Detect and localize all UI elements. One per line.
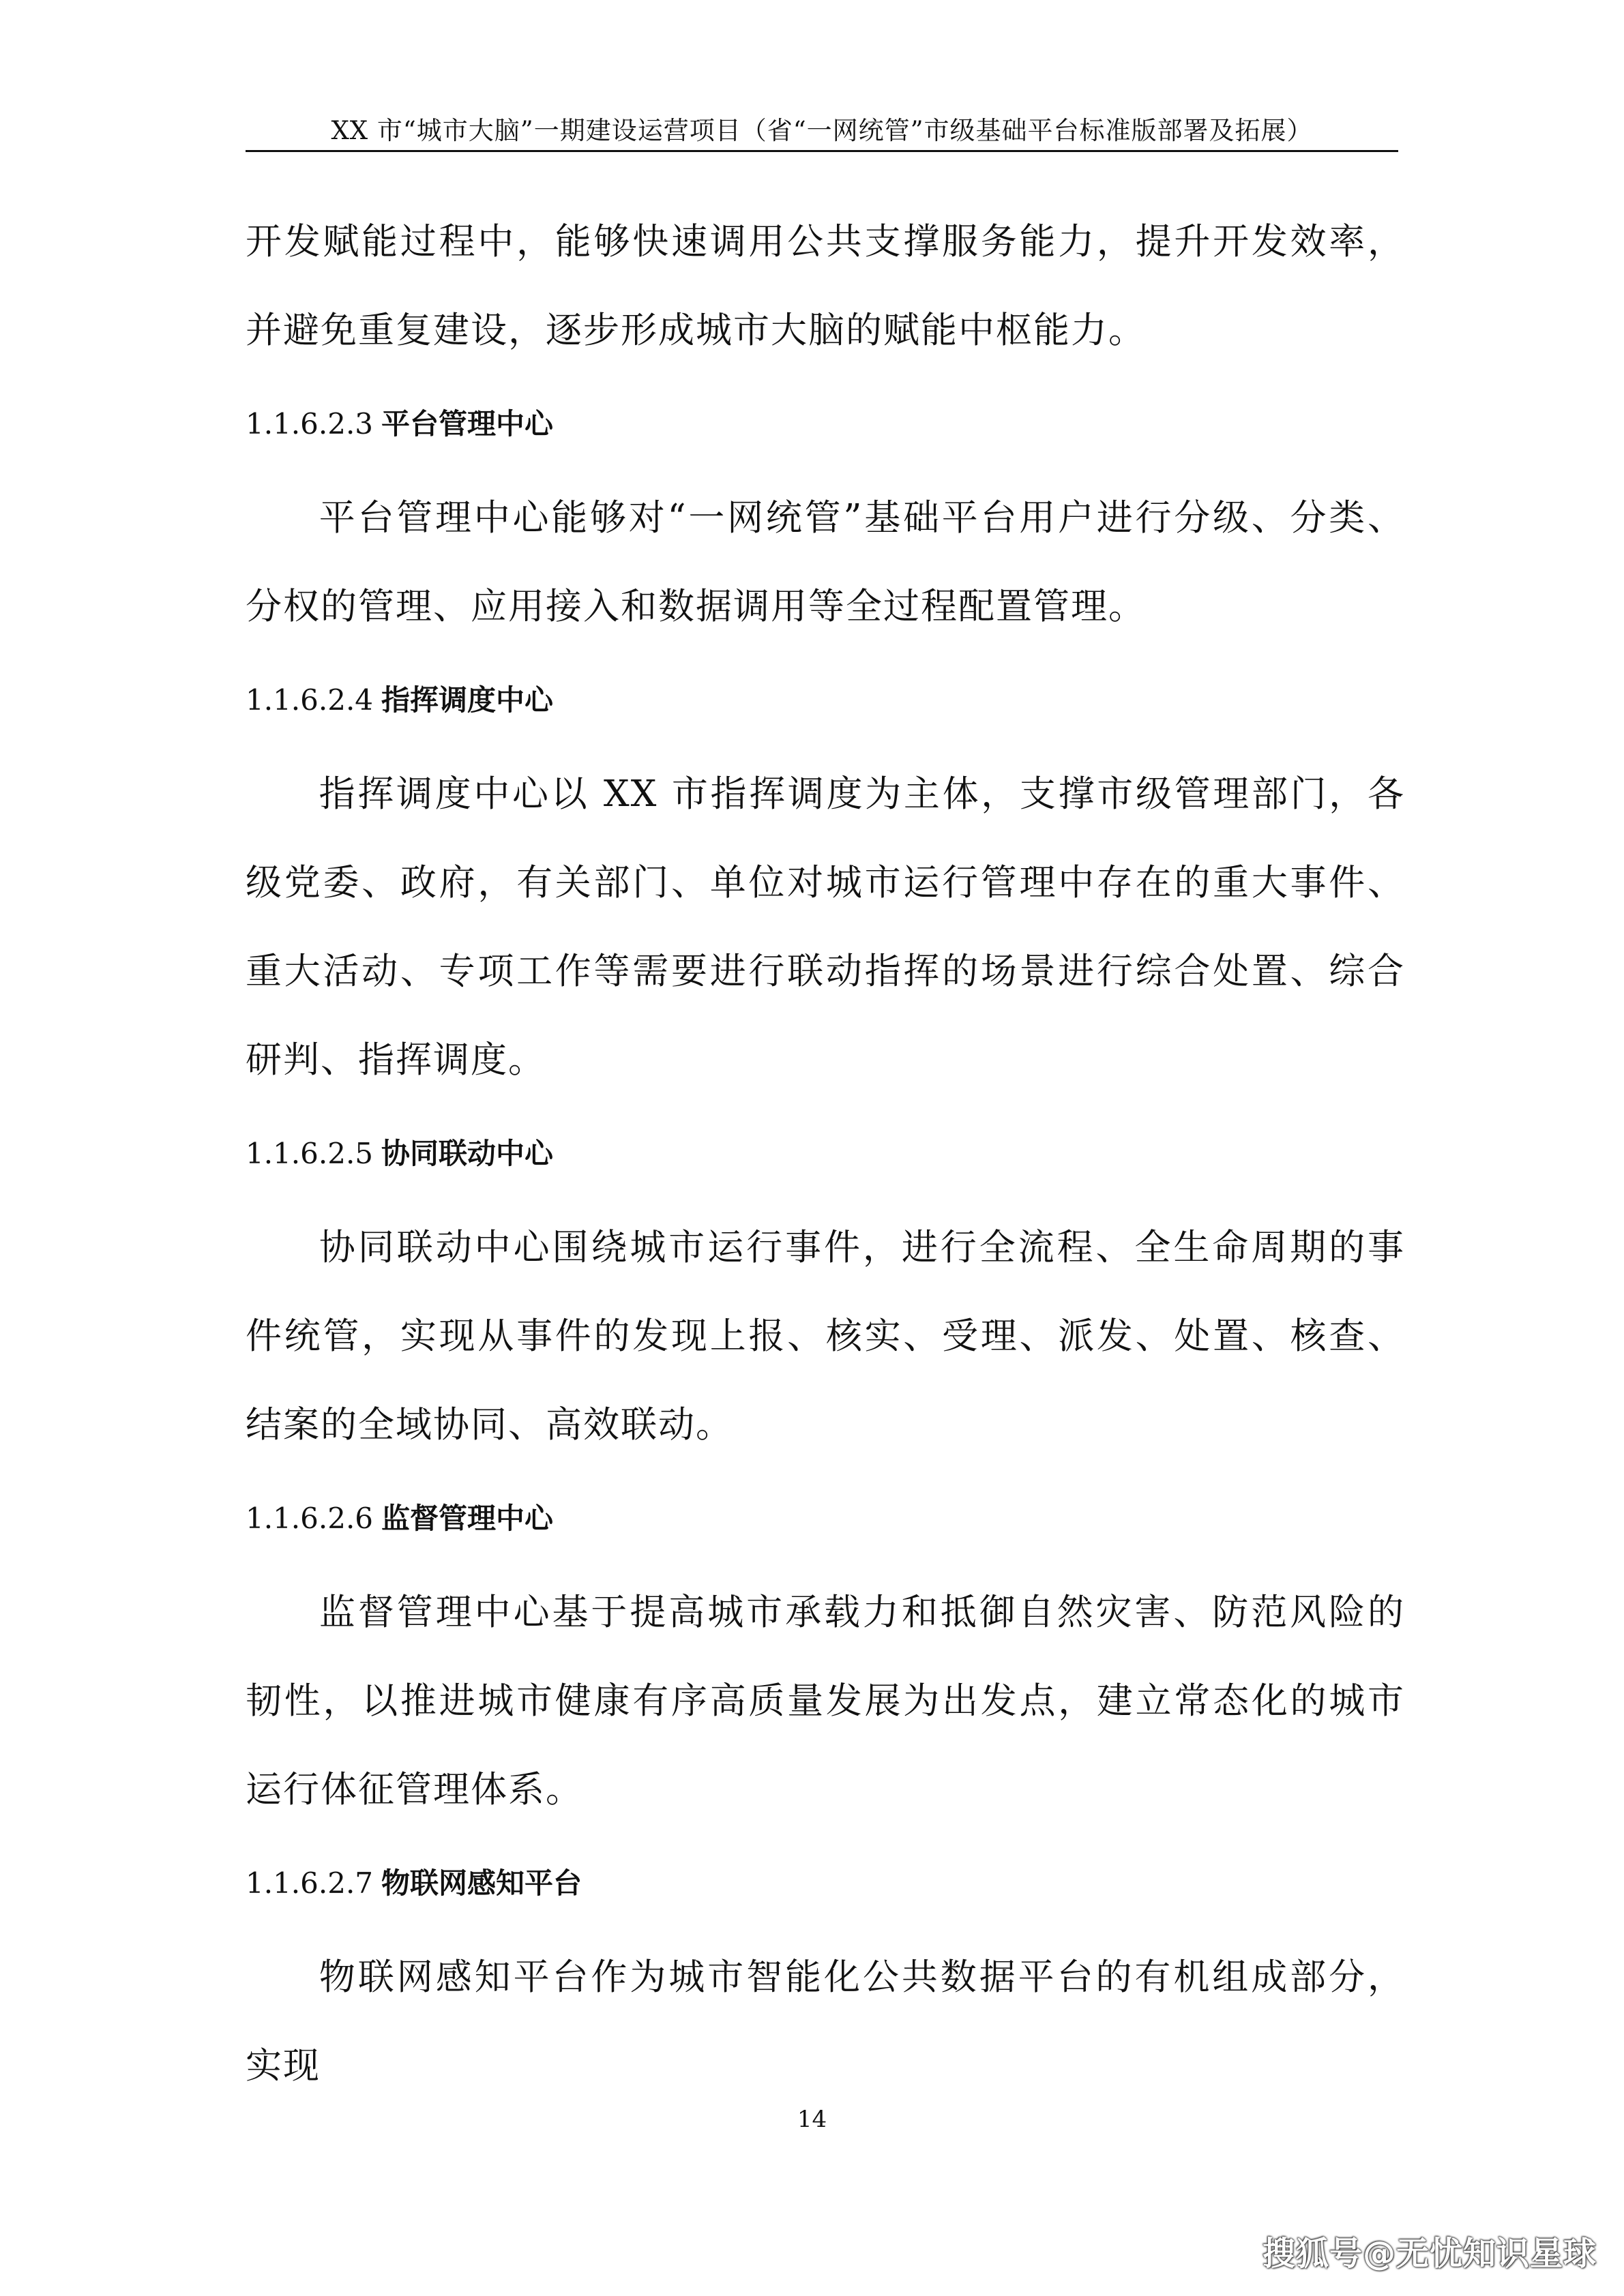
section-title: 平台管理中心 <box>381 407 554 441</box>
section-title: 物联网感知平台 <box>381 1866 582 1900</box>
page-number: 14 <box>797 2106 827 2133</box>
section-number: 1.1.6.2.7 <box>246 1866 374 1900</box>
section-heading <box>246 651 1405 750</box>
section-body: 指挥调度中心以 XX 市指挥调度为主体，支撑市级管理部门，各级党委、政府，有关部门、单位对城市运行管理中存在的重大事件、重大活动、专项工作等需要进行联动指挥的场景进行综合处置、综合研判、指挥调度。 <box>246 773 1405 1081</box>
section-title: 监督管理中心 <box>381 1502 554 1535</box>
section-paragraph <box>246 474 1405 651</box>
section-paragraph <box>246 1204 1405 1470</box>
section-1-1-6-2-7 <box>246 1834 1405 2111</box>
page-body <box>246 198 1405 2111</box>
section-1-1-6-2-6 <box>246 1470 1405 1834</box>
section-heading <box>246 1470 1405 1568</box>
watermark: 搜狐号@无忧知识星球 <box>1262 2235 1597 2273</box>
section-body: 平台管理中心能够对“一网统管”基础平台用户进行分级、分类、分权的管理、应用接入和数据调用等全过程配置管理。 <box>246 497 1405 627</box>
section-body: 协同联动中心围绕城市运行事件，进行全流程、全生命周期的事件统管，实现从事件的发现上报、核实、受理、派发、处置、核查、结案的全域协同、高效联动。 <box>246 1227 1405 1446</box>
section-1-1-6-2-3 <box>246 375 1405 651</box>
section-paragraph <box>246 750 1405 1105</box>
section-1-1-6-2-4 <box>246 651 1405 1105</box>
section-heading <box>246 1834 1405 1933</box>
section-number: 1.1.6.2.6 <box>246 1502 374 1535</box>
section-number: 1.1.6.2.3 <box>246 407 374 441</box>
intro-paragraph: 开发赋能过程中，能够快速调用公共支撑服务能力，提升开发效率，并避免重复建设，逐步形成城市大脑的赋能中枢能力。 <box>246 221 1405 351</box>
section-paragraph <box>246 1933 1405 2111</box>
section-title: 协同联动中心 <box>381 1137 554 1170</box>
section-1-1-6-2-5 <box>246 1105 1405 1470</box>
section-paragraph <box>246 1568 1405 1834</box>
section-number: 1.1.6.2.5 <box>246 1137 374 1170</box>
header-divider <box>246 150 1398 152</box>
running-header: XX 市“城市大脑”一期建设运营项目（省“一网统管”市级基础平台标准版部署及拓展） <box>331 116 1313 145</box>
section-body: 物联网感知平台作为城市智能化公共数据平台的有机组成部分，实现 <box>246 1956 1405 2087</box>
section-heading <box>246 375 1405 474</box>
section-body: 监督管理中心基于提高城市承载力和抵御自然灾害、防范风险的韧性，以推进城市健康有序高质量发展为出发点，建立常态化的城市运行体征管理体系。 <box>246 1592 1405 1810</box>
section-number: 1.1.6.2.4 <box>246 683 374 717</box>
section-heading <box>246 1105 1405 1204</box>
section-title: 指挥调度中心 <box>381 683 554 717</box>
